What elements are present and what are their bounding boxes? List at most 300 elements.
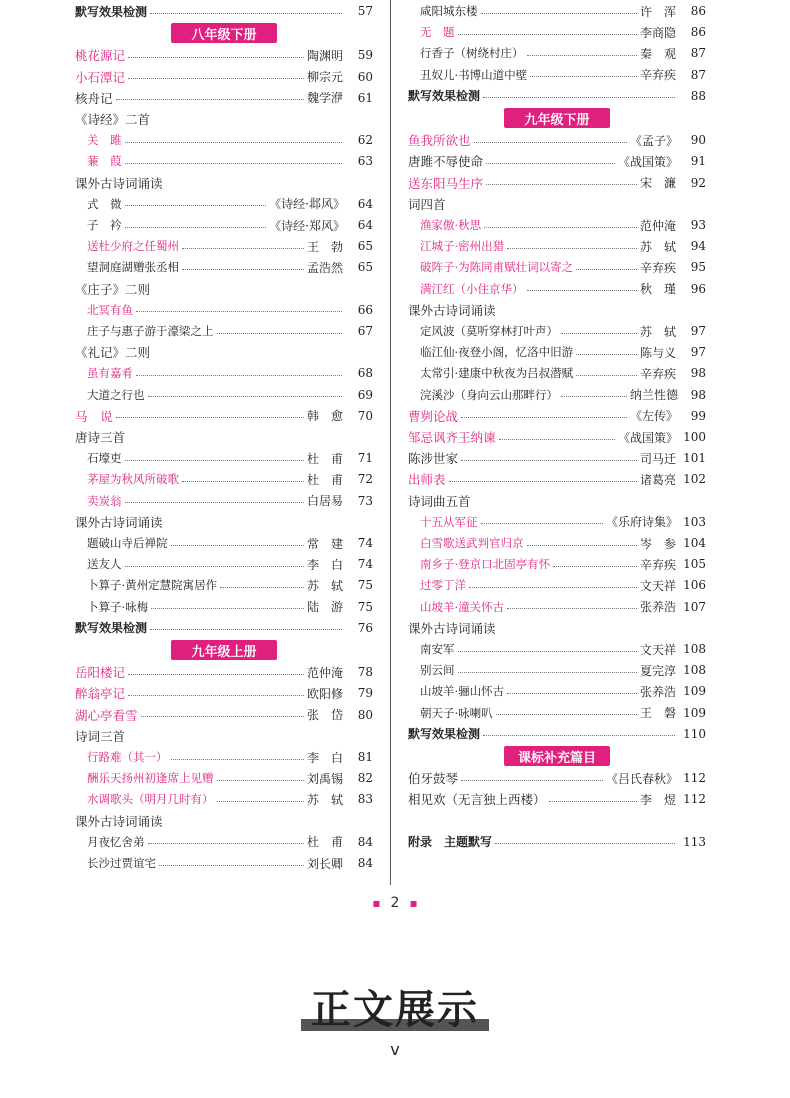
toc-entry-page: 84	[357, 834, 373, 849]
toc-entry[interactable]	[408, 681, 706, 701]
toc-entry[interactable]	[75, 533, 373, 553]
toc-entry-author: 陶渊明	[307, 48, 344, 63]
toc-entry[interactable]	[408, 151, 706, 171]
toc-entry-author: 张养浩	[640, 600, 677, 615]
toc-entry-title: 桃花源记	[75, 48, 126, 64]
toc-entry-page: 74	[357, 557, 373, 572]
toc-entry-author: 欧阳修	[307, 686, 344, 701]
toc-entry[interactable]	[75, 747, 373, 767]
toc-entry[interactable]	[75, 618, 373, 638]
toc-entry[interactable]	[75, 705, 373, 725]
dot-leader	[136, 311, 342, 312]
toc-entry	[408, 491, 706, 511]
toc-entry[interactable]	[408, 279, 706, 299]
toc-entry-title: 大道之行也	[87, 387, 145, 402]
toc-entry-title: 过零丁洋	[420, 578, 466, 593]
dot-leader	[128, 695, 304, 696]
toc-entry[interactable]	[75, 554, 373, 574]
toc-entry[interactable]	[408, 427, 706, 447]
toc-entry-page: 72	[357, 472, 373, 487]
dot-leader	[125, 163, 343, 164]
toc-entry-page: 96	[690, 281, 706, 296]
toc-entry[interactable]	[408, 342, 706, 362]
toc-entry-title: 题破山寺后禅院	[87, 536, 168, 550]
toc-entry-page: 76	[357, 620, 373, 635]
toc-entry-author: 夏完淳	[640, 663, 677, 678]
toc-entry-page: 95	[690, 260, 706, 275]
toc-entry-author: 王 勃	[307, 239, 344, 254]
dot-leader	[171, 759, 305, 760]
toc-entry-author: 辛弃疾	[640, 366, 677, 381]
toc-entry[interactable]	[408, 1, 706, 21]
toc-entry[interactable]	[75, 194, 373, 214]
dot-leader	[150, 629, 342, 630]
dot-leader	[128, 57, 304, 58]
toc-entry-title: 鱼我所欲也	[408, 133, 471, 149]
toc-entry-page: 87	[690, 46, 706, 61]
dot-leader	[125, 227, 267, 228]
toc-entry-author: 陈与义	[640, 345, 677, 360]
toc-entry-title: 卜算子·黄州定慧院寓居作	[87, 578, 218, 593]
toc-entry-title: 水调歌头（明月几时有）	[87, 792, 214, 807]
dot-leader	[458, 672, 638, 673]
toc-entry-title: 酬乐天扬州初逢席上见赠	[87, 771, 214, 786]
toc-entry[interactable]	[408, 832, 706, 852]
toc-entry[interactable]	[408, 173, 706, 193]
toc-entry[interactable]	[408, 43, 706, 63]
toc-entry-page: 103	[683, 514, 706, 529]
toc-entry[interactable]	[75, 130, 373, 150]
toc-entry-page: 87	[690, 67, 706, 82]
toc-entry-title: 卜算子·咏梅	[87, 599, 149, 614]
toc-entry-page: 65	[357, 260, 373, 275]
grade-banner: 九年级上册	[171, 640, 277, 660]
dot-leader	[527, 290, 638, 291]
toc-entry-title: 丑奴儿·书博山道中壁	[420, 67, 528, 82]
toc-entry-page: 86	[690, 25, 706, 40]
toc-entry-author: 诸葛亮	[640, 472, 677, 487]
toc-entry[interactable]	[75, 662, 373, 682]
toc-entry	[75, 109, 373, 129]
toc-entry-page: 94	[690, 239, 706, 254]
dot-leader	[182, 248, 304, 249]
toc-entry-title: 醉翁亭记	[75, 686, 126, 702]
toc-entry-author: 张养浩	[640, 684, 677, 699]
toc-entry-title: 咸阳城东楼	[420, 4, 478, 18]
toc-entry-page: 74	[357, 536, 373, 550]
toc-entry-title: 卖炭翁	[87, 493, 122, 508]
toc-entry-page: 79	[357, 686, 373, 701]
toc-entry[interactable]	[75, 257, 373, 277]
dot-leader	[576, 269, 637, 270]
dot-leader	[461, 780, 603, 781]
dot-leader	[182, 269, 304, 270]
dot-leader	[151, 608, 304, 609]
toc-entry-title: 出师表	[408, 472, 446, 488]
toc-entry-page: 65	[357, 239, 373, 254]
grade-banner: 课标补充篇目	[504, 746, 610, 766]
dot-leader	[136, 375, 342, 376]
toc-entry-title: 庄子与惠子游于濠梁之上	[87, 324, 214, 338]
toc-entry-author: 李 白	[307, 750, 344, 765]
toc-entry[interactable]	[408, 639, 706, 659]
toc-entry[interactable]	[75, 1, 373, 21]
toc-entry-page: 97	[690, 345, 706, 360]
dot-leader	[576, 354, 637, 355]
dot-leader	[171, 545, 305, 546]
dot-leader	[125, 142, 343, 143]
toc-entry[interactable]	[75, 151, 373, 171]
toc-entry-author: 司马迁	[640, 451, 677, 466]
toc-entry[interactable]	[408, 215, 706, 235]
toc-entry-page: 113	[683, 834, 706, 849]
toc-entry-page: 107	[683, 599, 706, 614]
dot-right-icon: ▪	[409, 896, 418, 910]
toc-entry-title: 湖心亭看雪	[75, 707, 138, 723]
dot-leader	[125, 502, 305, 503]
toc-entry-author: 秋 瑾	[640, 282, 677, 297]
toc-entry[interactable]	[75, 575, 373, 595]
toc-entry-page: 97	[690, 324, 706, 338]
toc-entry-title: 南安军	[420, 642, 455, 656]
toc-entry-title: 马 说	[75, 408, 113, 424]
toc-entry-page: 86	[690, 4, 706, 18]
toc-entry-page: 73	[357, 493, 373, 508]
toc-entry[interactable]	[75, 448, 373, 468]
toc-entry-title: 小石潭记	[75, 69, 126, 85]
toc-entry-title: 月夜忆舍弟	[87, 834, 145, 849]
toc-entry-page: 88	[690, 88, 706, 103]
toc-entry-page: 80	[357, 707, 373, 722]
toc-entry-page: 98	[690, 366, 706, 381]
toc-entry-page: 92	[690, 175, 706, 190]
dot-leader	[458, 651, 638, 652]
toc-entry-author: 《左传》	[629, 409, 678, 424]
dot-leader	[483, 735, 675, 736]
toc-entry	[75, 342, 373, 362]
toc-entry-author: 苏 轼	[640, 239, 677, 254]
toc-entry-page: 75	[357, 578, 373, 593]
dot-leader	[150, 13, 342, 14]
toc-entry[interactable]	[75, 215, 373, 235]
dot-leader	[527, 55, 638, 56]
dot-leader	[527, 545, 638, 546]
toc-entry-title: 虽有嘉肴	[87, 366, 133, 381]
toc-entry-page: 78	[357, 665, 373, 680]
toc-entry-title: 《礼记》二则	[75, 345, 151, 361]
toc-entry-page: 101	[683, 451, 706, 466]
toc-entry-title: 十五从军征	[420, 514, 478, 529]
section-heading-wrap	[0, 978, 790, 1035]
toc-entry[interactable]	[408, 130, 706, 150]
toc-entry-title: 默写效果检测	[75, 621, 148, 636]
toc-entry[interactable]	[408, 554, 706, 574]
toc-entry-author: 陆 游	[307, 600, 344, 615]
toc-entry-title: 诗词三首	[75, 728, 126, 744]
toc-entry-author: 《诗经·郑风》	[269, 218, 345, 233]
dot-leader	[461, 417, 627, 418]
toc-entry-author: 苏 轼	[307, 792, 344, 807]
toc-entry-title: 太常引·建康中秋夜为吕叔潜赋	[420, 366, 574, 381]
toc-entry-title: 山坡羊·潼关怀古	[420, 599, 505, 614]
toc-entry[interactable]	[408, 448, 706, 468]
toc-entry-page: 64	[357, 218, 373, 232]
toc-entry[interactable]	[408, 86, 706, 106]
toc-entry-title: 默写效果检测	[408, 89, 481, 104]
toc-entry-author: 李商隐	[640, 25, 677, 40]
toc-entry-title: 诗词曲五首	[408, 493, 471, 509]
toc-entry-title: 白雪歌送武判官归京	[420, 536, 524, 550]
dot-leader	[499, 439, 615, 440]
toc-entry-title: 核舟记	[75, 90, 113, 106]
dot-leader	[486, 163, 615, 164]
dot-leader	[220, 587, 304, 588]
toc-entry-page: 68	[357, 366, 373, 381]
toc-entry-title: 唐诗三首	[75, 430, 126, 445]
toc-entry-author: 文天祥	[640, 642, 677, 657]
toc-entry[interactable]	[408, 703, 706, 723]
toc-entry-title: 《诗经》二首	[75, 112, 151, 127]
toc-entry-author: 苏 轼	[307, 578, 344, 593]
dot-leader	[141, 716, 304, 717]
toc-entry-author: 张 岱	[307, 708, 344, 723]
toc-entry[interactable]	[75, 853, 373, 873]
toc-entry-page: 66	[357, 302, 373, 317]
toc-entry-title: 定风波（莫听穿林打叶声）	[420, 324, 558, 338]
dot-leader	[182, 481, 304, 482]
toc-entry-title: 蒹 葭	[87, 154, 122, 169]
toc-entry-page: 82	[357, 771, 373, 786]
toc-entry-page: 62	[357, 133, 373, 148]
dot-leader	[217, 801, 305, 802]
dot-leader	[116, 417, 304, 418]
toc-entry[interactable]	[408, 65, 706, 85]
toc-entry-page: 84	[357, 856, 373, 870]
toc-entry[interactable]	[408, 385, 706, 405]
toc-entry[interactable]	[408, 22, 706, 42]
toc-entry	[75, 427, 373, 447]
toc-entry[interactable]	[75, 789, 373, 809]
toc-entry[interactable]	[75, 491, 373, 511]
toc-entry	[408, 194, 706, 214]
toc-entry[interactable]	[75, 67, 373, 87]
dot-leader	[561, 333, 637, 334]
toc-entry-author: 刘长卿	[307, 856, 344, 871]
toc-entry-author: 韩 愈	[307, 409, 344, 424]
toc-entry-page: 108	[683, 663, 706, 678]
toc-entry[interactable]	[408, 321, 706, 341]
dot-leader	[461, 460, 637, 461]
toc-entry-title: 默写效果检测	[75, 4, 148, 19]
toc-entry-title: 无 题	[420, 25, 455, 40]
toc-entry-author: 孟浩然	[307, 260, 344, 275]
toc-entry[interactable]	[75, 597, 373, 617]
toc-entry[interactable]	[408, 363, 706, 383]
toc-entry-page: 109	[683, 705, 706, 720]
toc-entry[interactable]	[408, 724, 706, 744]
toc-entry[interactable]	[75, 321, 373, 341]
toc-entry-page: 100	[683, 430, 706, 444]
toc-entry-author: 《吕氏春秋》	[605, 771, 678, 786]
toc-entry-title: 满江红（小住京华）	[420, 281, 524, 296]
toc-entry[interactable]	[408, 575, 706, 595]
toc-entry[interactable]	[408, 257, 706, 277]
toc-entry-page: 61	[357, 90, 373, 105]
toc-entry-author: 《乐府诗集》	[605, 515, 678, 530]
toc-entry[interactable]	[408, 236, 706, 256]
toc-entry-author: 魏学洢	[307, 91, 344, 106]
toc-entry[interactable]	[75, 768, 373, 788]
toc-entry-title: 相见欢（无言独上西楼）	[408, 792, 546, 808]
dot-leader	[495, 843, 675, 844]
toc-entry-page: 102	[683, 472, 706, 487]
page-number	[0, 895, 790, 911]
toc-entry[interactable]	[75, 45, 373, 65]
toc-entry-page: 67	[357, 324, 373, 338]
toc-entry-title: 课外古诗词诵读	[75, 514, 163, 530]
toc-entry-page: 108	[683, 642, 706, 656]
toc-entry-author: 辛弃疾	[640, 557, 677, 572]
toc-entry-title: 渔家傲·秋思	[420, 218, 482, 232]
dot-leader	[128, 674, 304, 675]
toc-entry-page: 75	[357, 599, 373, 614]
dot-leader	[530, 76, 637, 77]
toc-entry	[75, 279, 373, 299]
toc-entry-page: 59	[357, 48, 373, 63]
toc-entry-title: 破阵子·为陈同甫赋壮词以寄之	[420, 260, 574, 275]
toc-entry[interactable]	[408, 533, 706, 553]
toc-entry-page: 71	[357, 451, 373, 466]
toc-entry-title: 南乡子·登京口北固亭有怀	[420, 557, 551, 572]
toc-entry-author: 杜 甫	[307, 451, 344, 466]
toc-entry-page: 69	[357, 387, 373, 402]
toc-entry-author: 许 浑	[640, 4, 677, 19]
toc-entry[interactable]	[408, 597, 706, 617]
toc-entry[interactable]	[408, 789, 706, 809]
toc-entry-page: 83	[357, 792, 373, 807]
toc-entry-title: 唐雎不辱使命	[408, 154, 484, 170]
toc-entry-title: 课外古诗词诵读	[408, 302, 496, 318]
dot-leader	[507, 248, 637, 249]
toc-entry-author: 刘禹锡	[307, 771, 344, 786]
toc-entry-title: 临江仙·夜登小阁，忆洛中旧游	[420, 345, 574, 360]
toc-entry[interactable]	[75, 832, 373, 852]
grade-banner: 九年级下册	[504, 108, 610, 128]
toc-entry-page: 99	[690, 408, 706, 423]
toc-entry-title: 长沙过贾谊宅	[87, 856, 156, 870]
toc-entry-title: 送杜少府之任蜀州	[87, 239, 179, 254]
toc-entry-title: 课外古诗词诵读	[75, 813, 163, 829]
toc-entry-title: 朝天子·咏喇叭	[420, 705, 493, 720]
dot-leader	[481, 13, 638, 14]
dot-leader	[159, 865, 304, 866]
toc-entry-title: 岳阳楼记	[75, 665, 126, 681]
toc-entry-page: 98	[690, 387, 706, 402]
toc-entry-author: 王 磐	[640, 706, 677, 721]
toc-entry[interactable]	[75, 683, 373, 703]
toc-entry-page: 90	[690, 133, 706, 148]
toc-entry-author: 《战国策》	[617, 430, 678, 445]
toc-entry-title: 课外古诗词诵读	[408, 620, 496, 636]
dot-leader	[217, 780, 305, 781]
toc-entry-title: 伯牙鼓琴	[408, 771, 459, 787]
toc-entry-title: 子 衿	[87, 218, 122, 232]
dot-leader	[474, 142, 627, 143]
dot-left-icon: ▪	[372, 896, 381, 910]
dot-leader	[496, 714, 637, 715]
toc-entry-page: 106	[683, 578, 706, 593]
dot-leader	[449, 481, 637, 482]
dot-leader	[484, 227, 637, 228]
toc-entry-title: 石壕吏	[87, 451, 122, 466]
toc-entry[interactable]	[75, 88, 373, 108]
dot-leader	[125, 205, 267, 206]
dot-leader	[217, 333, 343, 334]
dot-leader	[486, 184, 637, 185]
toc-entry[interactable]	[75, 300, 373, 320]
toc-entry-title: 邹忌讽齐王纳谏	[408, 430, 496, 445]
toc-entry-page: 93	[690, 218, 706, 232]
toc-entry-title: 送友人	[87, 557, 122, 572]
toc-entry-page: 57	[357, 4, 373, 18]
toc-entry-page: 70	[357, 408, 373, 423]
toc-entry-title: 别云间	[420, 663, 455, 678]
toc-entry-author: 《战国策》	[617, 154, 678, 169]
toc-entry-author: 柳宗元	[307, 70, 344, 85]
dot-leader	[553, 566, 637, 567]
toc-entry-author: 《孟子》	[629, 133, 678, 148]
scroll-down-chevron-icon[interactable]: v	[390, 1040, 400, 1059]
dot-leader	[125, 566, 305, 567]
toc-entry[interactable]	[75, 406, 373, 426]
toc-entry-title: 江城子·密州出猎	[420, 239, 505, 254]
toc-entry[interactable]	[408, 660, 706, 680]
toc-entry-title: 行香子（树绕村庄）	[420, 46, 524, 61]
toc-entry[interactable]	[408, 406, 706, 426]
toc-entry-author: 范仲淹	[307, 665, 344, 680]
toc-entry-author: 岑 参	[640, 536, 677, 551]
dot-leader	[481, 523, 603, 524]
toc-entry-page: 60	[357, 69, 373, 84]
dot-leader	[125, 460, 305, 461]
toc-entry-page: 81	[357, 750, 373, 764]
dot-leader	[116, 99, 304, 100]
toc-entry-title: 课外古诗词诵读	[75, 175, 163, 191]
toc-entry-author: 《诗经·邶风》	[269, 197, 345, 212]
toc-entry-page: 112	[683, 771, 706, 786]
toc-entry-title: 浣溪沙（身向云山那畔行）	[420, 387, 558, 402]
toc-entry-title: 关 雎	[87, 133, 122, 148]
dot-leader	[458, 34, 638, 35]
page-number-text: 2	[390, 895, 400, 911]
toc-entry[interactable]	[408, 512, 706, 532]
toc-entry[interactable]	[75, 469, 373, 489]
toc-entry[interactable]	[408, 469, 706, 489]
toc-entry[interactable]	[408, 768, 706, 788]
toc-entry-author: 秦 观	[640, 46, 677, 61]
toc-entry-author: 常 建	[307, 536, 344, 551]
dot-leader	[576, 375, 637, 376]
toc-entry-title: 望洞庭湖赠张丞相	[87, 260, 179, 275]
toc-entry[interactable]	[75, 236, 373, 256]
toc-entry-author: 李 白	[307, 557, 344, 572]
toc-entry-title: 山坡羊·骊山怀古	[420, 684, 505, 699]
toc-entry	[408, 618, 706, 638]
toc-entry[interactable]	[75, 363, 373, 383]
toc-entry[interactable]	[75, 385, 373, 405]
toc-entry	[75, 173, 373, 193]
toc-entry-title: 行路难（其一）	[87, 750, 168, 764]
